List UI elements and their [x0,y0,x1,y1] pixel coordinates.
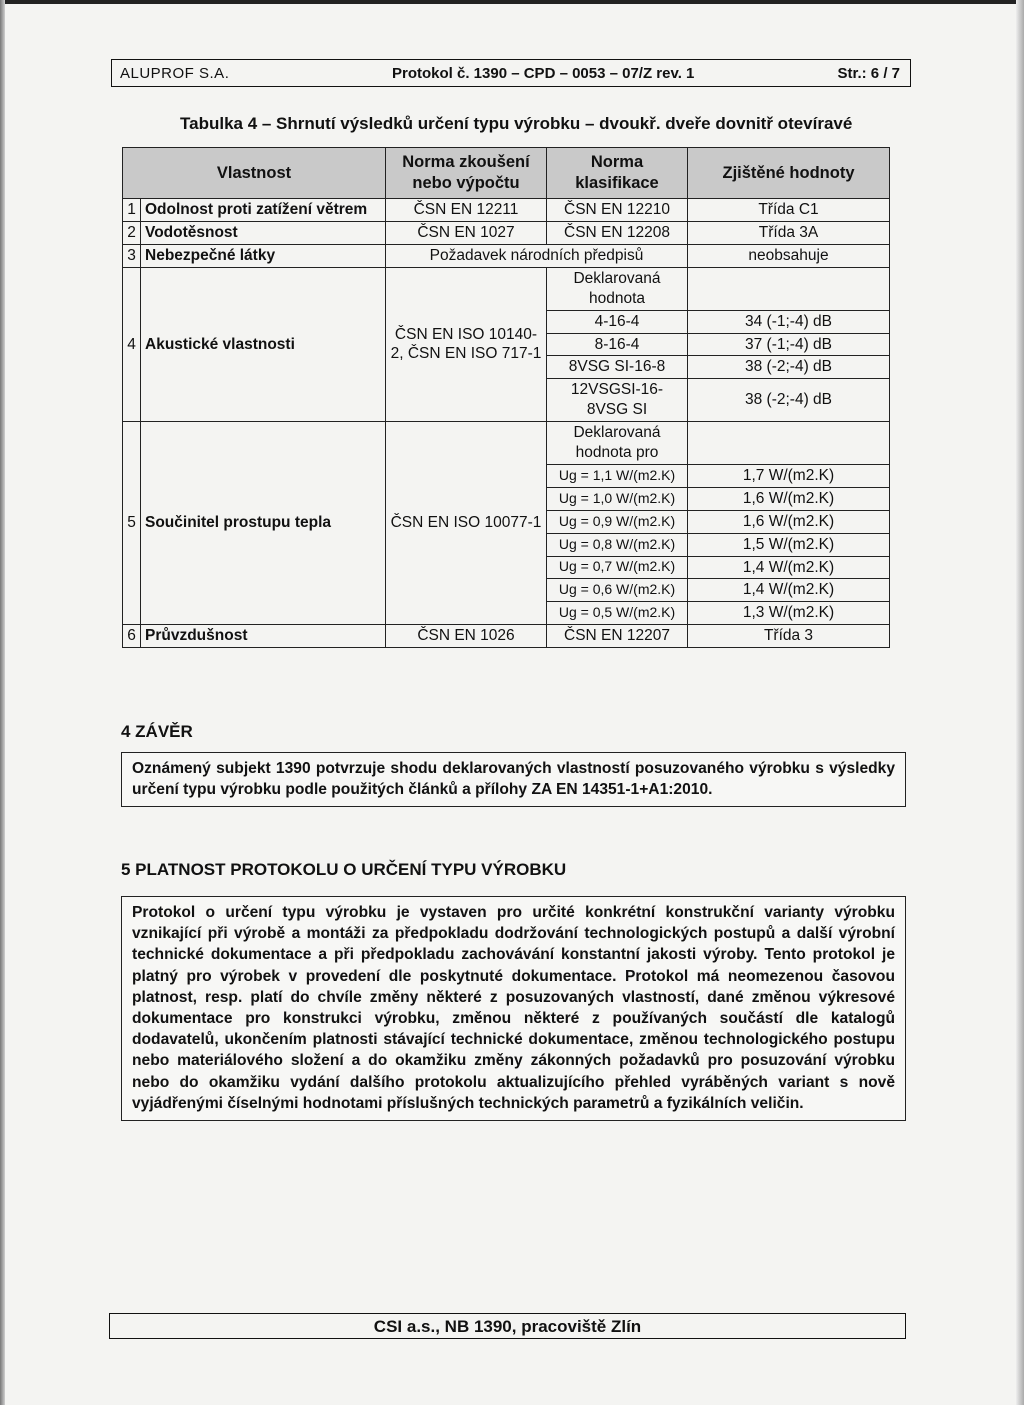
sub-key: Ug = 0,7 W/(m2.K) [547,556,688,579]
row-class-norm: ČSN EN 12210 [547,199,688,222]
row-test-norm: Požadavek národních předpisů [386,244,688,267]
row-property: Nebezpečné látky [141,244,386,267]
page-header [111,59,911,87]
sub-key: Ug = 1,0 W/(m2.K) [547,488,688,511]
sub-value: 1,5 W/(m2.K) [688,533,890,556]
col-header-class-norm: Norma klasifikace [547,148,688,199]
sub-value: 1,7 W/(m2.K) [688,465,890,488]
row-class-norm: ČSN EN 12207 [547,624,688,647]
empty-cell [688,267,890,310]
row-number: 5 [123,422,141,625]
sub-value: 1,4 W/(m2.K) [688,579,890,602]
sub-value: 1,4 W/(m2.K) [688,556,890,579]
col-header-property: Vlastnost [123,148,386,199]
sub-key: Ug = 1,1 W/(m2.K) [547,465,688,488]
row-test-norm [386,422,547,625]
row-test-norm: ČSN EN 1027 [386,222,547,245]
table-row [123,422,890,465]
col-header-values: Zjištěné hodnoty [688,148,890,199]
table-row [123,222,890,245]
scan-edge-left [0,0,5,1405]
row-property: Součinitel prostupu tepla [141,422,386,625]
sub-key: 4-16-4 [547,310,688,333]
scan-edge-top [0,0,1024,4]
table-title: Tabulka 4 – Shrnutí výsledků určení typu výrobku – dvoukř. dveře dovnitř otevíravé [180,114,853,133]
row-test-norm: ČSN EN 1026 [386,624,547,647]
row-number: 6 [123,624,141,647]
scan-edge-right [1016,0,1024,1405]
sub-value: 1,3 W/(m2.K) [688,602,890,625]
row-number: 4 [123,267,141,421]
declared-header: Deklarovaná hodnota [547,267,688,310]
row-value: neobsahuje [688,244,890,267]
validity-box: Protokol o určení typu výrobku je vystaven pro určité konkrétní konstrukční varianty výrobku vznikající při výrobě a montáži za předpokladu dodržování technologických postupů a další výrobní technické dokumentace a při předpokladu zachovávání konstantní jakosti výroby. Tento protokol je platný pro výrobek v provedení dle poskytnuté dokumentace. Protokol má neomezenou časovou platnost, resp. platí do chvíle změny některé z posuzovaných vlastností, dané změnou výkresové dokumentace pro konstrukci výrobku, změnou některé z používaných součástí dle katalogů dodavatelů, ukončením platnosti stávající technické dokumentace, změnou technologického postupu nebo materiálového složení a do okamžiku změny zákonných požadavků pro posuzování výrobku nebo do okamžiku vydání dalšího protokolu aktualizujícího přehled vyráběných variant s nově vyjádřenými číselnými hodnotami příslušných technických parametrů a fyzikálních veličin. [121,896,906,1121]
sub-value: 38 (-2;-4) dB [688,379,890,422]
row-value: Třída 3A [688,222,890,245]
table-row [123,199,890,222]
sub-key: 8-16-4 [547,333,688,356]
row-number: 1 [123,199,141,222]
row-test-norm [386,267,547,421]
col-header-test-norm: Norma zkoušení nebo výpočtu [386,148,547,199]
row-test-norm-text: ČSN EN ISO 10140-2, ČSN EN ISO 717-1 [390,325,542,363]
row-value: Třída C1 [688,199,890,222]
sub-key: Ug = 0,9 W/(m2.K) [547,510,688,533]
sub-value: 38 (-2;-4) dB [688,356,890,379]
sub-value: 1,6 W/(m2.K) [688,510,890,533]
conclusion-box: Oznámený subjekt 1390 potvrzuje shodu deklarovaných vlastností posuzovaného výrobku s výsledky určení typu výrobku podle použitých článků a přílohy ZA EN 14351-1+A1:2010. [121,752,906,807]
sub-key: 12VSGSI-16-8VSG SI [547,379,688,422]
validity-heading: 5 PLATNOST PROTOKOLU O URČENÍ TYPU VÝROBKU [121,860,567,879]
row-test-norm-text: ČSN EN ISO 10077-1 [390,514,542,532]
row-property: Odolnost proti zatížení větrem [141,199,386,222]
header-page-number: Str.: 6 / 7 [837,65,900,82]
sub-value: 37 (-1;-4) dB [688,333,890,356]
sub-key: 8VSG SI-16-8 [547,356,688,379]
row-test-norm: ČSN EN 12211 [386,199,547,222]
table-row [123,267,890,310]
table-row [123,244,890,267]
sub-value: 34 (-1;-4) dB [688,310,890,333]
conclusion-heading: 4 ZÁVĚR [121,722,193,741]
table-row [123,624,890,647]
header-protocol: Protokol č. 1390 – CPD – 0053 – 07/Z rev. 1 [392,65,695,82]
sub-key: Ug = 0,8 W/(m2.K) [547,533,688,556]
row-number: 2 [123,222,141,245]
row-property: Akustické vlastnosti [141,267,386,421]
row-property: Průvzdušnost [141,624,386,647]
results-table [122,147,890,648]
declared-header: Deklarovaná hodnota pro [547,422,688,465]
page-footer: CSI a.s., NB 1390, pracoviště Zlín [109,1313,906,1339]
header-company: ALUPROF S.A. [120,65,230,82]
row-class-norm: ČSN EN 12208 [547,222,688,245]
row-number: 3 [123,244,141,267]
empty-cell [688,422,890,465]
sub-key: Ug = 0,5 W/(m2.K) [547,602,688,625]
row-property: Vodotěsnost [141,222,386,245]
table-header-row [123,148,890,199]
sub-value: 1,6 W/(m2.K) [688,488,890,511]
sub-key: Ug = 0,6 W/(m2.K) [547,579,688,602]
row-value: Třída 3 [688,624,890,647]
